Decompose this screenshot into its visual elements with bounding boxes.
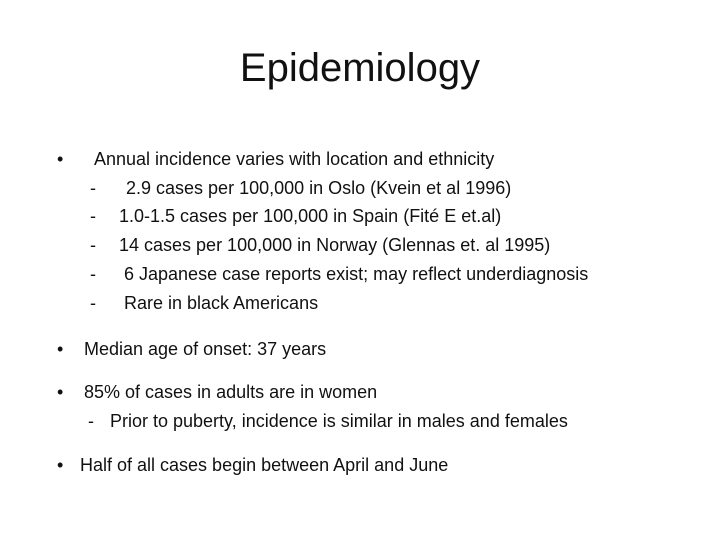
bullet-text: 85% of cases in adults are in women [84, 382, 378, 402]
dash-icon: - [88, 411, 94, 431]
bullet-text: Half of all cases begin between April and June [80, 455, 449, 475]
dash-icon: - [90, 235, 96, 255]
slide-title: Epidemiology [239, 46, 481, 90]
dash-icon: - [90, 206, 96, 226]
bullet-icon: • [57, 455, 64, 475]
subitem-text: 2.9 cases per 100,000 in Oslo (Kvein et al 1996) [126, 178, 512, 198]
bullet-icon: • [57, 339, 64, 359]
bullet-icon: • [57, 149, 64, 169]
subitem-text: Rare in black Americans [124, 293, 319, 313]
subitem-text: 14 cases per 100,000 in Norway (Glennas et. al 1995) [119, 235, 551, 255]
dash-icon: - [90, 178, 96, 198]
bullet-text: Median age of onset: 37 years [84, 339, 327, 359]
dash-icon: - [90, 264, 96, 284]
subitem-text: 1.0-1.5 cases per 100,000 in Spain (Fité E et.al) [119, 206, 502, 226]
bullet-text: Annual incidence varies with location and ethnicity [94, 149, 495, 169]
bullet-icon: • [57, 382, 64, 402]
subitem-text: Prior to puberty, incidence is similar in males and females [110, 411, 568, 431]
subitem-text: 6 Japanese case reports exist; may reflect underdiagnosis [124, 264, 589, 284]
dash-icon: - [90, 293, 96, 313]
